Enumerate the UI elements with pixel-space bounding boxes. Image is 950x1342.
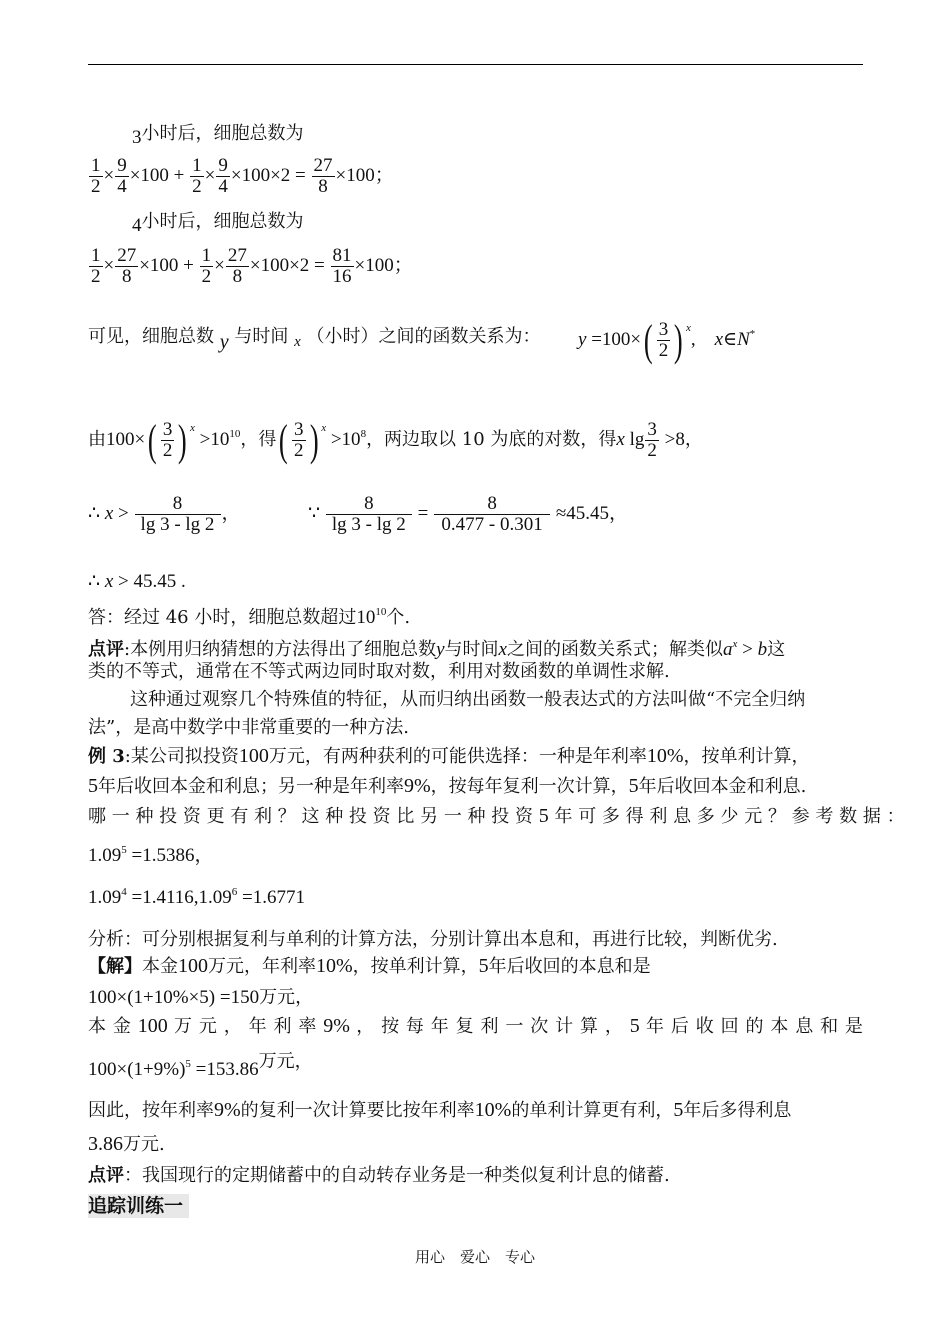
header-rule [88,64,863,65]
text: 这种通过观察几个特殊值的特征，从而归纳出函数一般表达式的方法叫做“不完全归纳 [130,689,806,710]
text: 哪 一 种 投 资 更 有 利 ？ 这 种 投 资 比 另 一 种 投 资 [88,806,533,827]
text: 本金 [142,956,178,977]
text-line: 【解】本金100万元，年利率10%，按单利计算，5年后收回的本息和是 [88,955,651,977]
text-line [88,660,670,684]
text-line [130,688,805,712]
formula-line: $\frac{1}{2}$ × $\frac{9}{4}$ ×100 + $\frac{1}{2}$ × $\frac{9}{4}$ ×100×2 = $\frac{27}{8}$ ×100； [91,155,394,197]
text-line [132,122,304,146]
text: 万元. [123,1134,165,1155]
text-line: 哪 一 种 投 资 更 有 利 ？ 这 种 投 资 比 另 一 种 投 资 5 年 可 多 得 利 息 多 少 元 ？ 参 考 数 据 ： [88,805,905,827]
fraction: $\frac{1}{2}$ [192,155,202,197]
text: 与时间 [444,639,499,660]
label: 点评 [88,639,124,660]
text: 万 元 ， 年 利 率 [174,1016,317,1037]
text: 之间的函数关系式；解类似 [506,639,723,660]
text: 年后收回本金和利息. [638,776,807,797]
text: 的单利计算更有利， [511,1100,674,1121]
text: 年后收回的本息和是 [488,956,651,977]
fraction: $\frac{1}{2}$ [201,245,212,287]
text: 年后多得利息 [683,1100,792,1121]
text: ，得 [240,429,277,450]
text: 小时后，细胞总数为 [141,211,304,232]
text-line [132,210,304,234]
formula-line: ∴ x > 45.45 . [88,571,186,592]
text-line [88,716,409,740]
math-inline: 3 [132,127,142,148]
fraction: $\frac{9}{4}$ [218,155,228,197]
text-line: 答：经过 46 小时，细胞总数超过$10^{10}$个. [88,606,411,628]
label: 例 3 [88,746,125,767]
page-footer: 用心 爱心 专心 [414,1248,535,1266]
text: 小时后，细胞总数为 [141,123,304,144]
text: 由 [88,429,106,450]
text-line [88,324,541,353]
section-heading: 追踪训练一 [88,1194,189,1218]
fraction: $\frac{27}{8}$ [227,245,247,287]
text: ，按单利计算， [683,746,810,767]
text-line: 本 金 100 万 元 ， 年 利 率 9% ， 按 每 年 复 利 一 次 计 算 ， 5 年 后 收 回 的 本 息 和 是 [88,1015,863,1037]
text: 法”，是高中数学中非常重要的一种方法. [88,717,409,738]
text-line [88,928,778,952]
text-line: 3.86万元. [88,1133,165,1155]
text: 本 金 [88,1016,132,1037]
text: ，按单利计算， [352,956,479,977]
fraction: $\frac{1}{2}$ [91,245,101,287]
text: 的复利一次计算要比按年利率 [240,1100,475,1121]
fraction: $\frac{81}{16}$ [332,245,352,287]
text: :某公司拟投资 [124,746,239,767]
text: ， 按 每 年 复 利 一 次 计 算 ， [356,1016,624,1037]
text: 类的不等式，通常在不等式两边同时取对数，利用对数函数的单调性求解. [88,661,670,682]
fraction: $\frac{8}{\lg 3 - \lg 2}$ [326,494,412,535]
text: 因此，按年利率 [88,1100,214,1121]
text-line: 5年后收回本金和利息；另一种是年利率9%，按每年复利一次计算，5年后收回本金和利息. [88,775,807,797]
text-line: $100\times(1+9\%)^5 =153.86$万元， [88,1051,313,1080]
fraction: $\frac{8}{\lg 3 - \lg 2}$ [135,494,221,535]
text: 万元， [259,987,314,1008]
text: 分析：可分别根据复利与单利的计算方法，分别计算出本息和，再进行比较，判断优劣. [88,929,778,950]
var-y: y [219,331,229,353]
fraction: $\frac{1}{2}$ [91,155,101,197]
text: 年后收回本金和利息；另一种是年利率 [98,776,404,797]
text: 年 后 收 回 的 本 息 和 是 [646,1016,863,1037]
text: 可见，细胞总数 [88,326,214,347]
formula-line: $\frac{1}{2}$ × $\frac{27}{8}$ ×100 + $\frac{1}{2}$ × $\frac{27}{8}$ ×100×2 = $\frac{81}{16}$ ×100； [91,245,413,287]
text-line: 点评:本例用归纳猜想的方法得出了细胞总数y与时间x之间的函数关系式；解类似$a^x > b$这 [88,638,786,660]
text: （小时）之间的函数关系为： [306,326,541,347]
text-line: 因此，按年利率9%的复利一次计算要比按年利率10%的单利计算更有利，5年后多得利息 [88,1099,792,1121]
text: 这 [767,639,786,660]
text: 个. [386,607,411,628]
formula-line: ∴ x > $\frac{8}{\lg 3 - \lg 2}$ ， [88,493,241,535]
formula-line: $1.09^5 =1.5386$， [88,844,214,866]
fraction: $\frac{27}{8}$ [117,245,137,287]
text: ，按每年复利一次计算， [430,776,629,797]
text: 万元，年利率 [208,956,316,977]
text: 答：经过 46 小时，细胞总数超过 [88,607,357,628]
label: 【解】 [88,956,142,977]
math-inline: 4 [132,215,142,236]
text: :本例用归纳猜想的方法得出了细胞总数 [124,639,437,660]
var-x: x [294,334,301,350]
label: 点评 [88,1165,124,1186]
text: ：我国现行的定期储蓄中的自动转存业务是一种类似复利计息的储蓄. [124,1165,670,1186]
text-line: 由100×( $\frac{3}{2}$ ) $^x >10^{10}$，得( $\frac{3}{2}$ ) $^x >10^8$，两边取以 10 为底的对数，得x lg $\frac{3}{2}$ >8， [88,415,703,465]
text: ，两边取以 10 为底的对数，得 [366,429,617,450]
text-line: 例 3:某公司拟投资100万元，有两种获利的可能供选择：一种是年利率10%，按单利计算， [88,745,810,767]
formula-line: $1.09^4 =1.4116,1.09^6 =1.6771$ [88,886,305,908]
text: 年 可 多 得 利 息 多 少 元 ？ 参 考 数 据 ： [554,806,905,827]
fraction: $\frac{27}{8}$ [313,155,333,197]
text: 与时间 [234,326,289,347]
text: 万元， [258,1051,313,1072]
fraction: $\frac{9}{4}$ [117,155,127,197]
text: 万元，有两种获利的可能供选择：一种是年利率 [268,746,647,767]
formula-line: y =100×( $\frac{3}{2}$ ) $^x$, x∈N* [578,315,756,365]
formula-line: ∵ $\frac{8}{\lg 3 - \lg 2}$ = $\frac{8}{0.477 - 0.301}$ ≈45.45， [308,493,628,535]
text-line: 100×(1+10%×5) =150万元， [88,987,314,1008]
text-line [88,1164,670,1188]
fraction: $\frac{8}{0.477 - 0.301}$ [434,494,550,535]
